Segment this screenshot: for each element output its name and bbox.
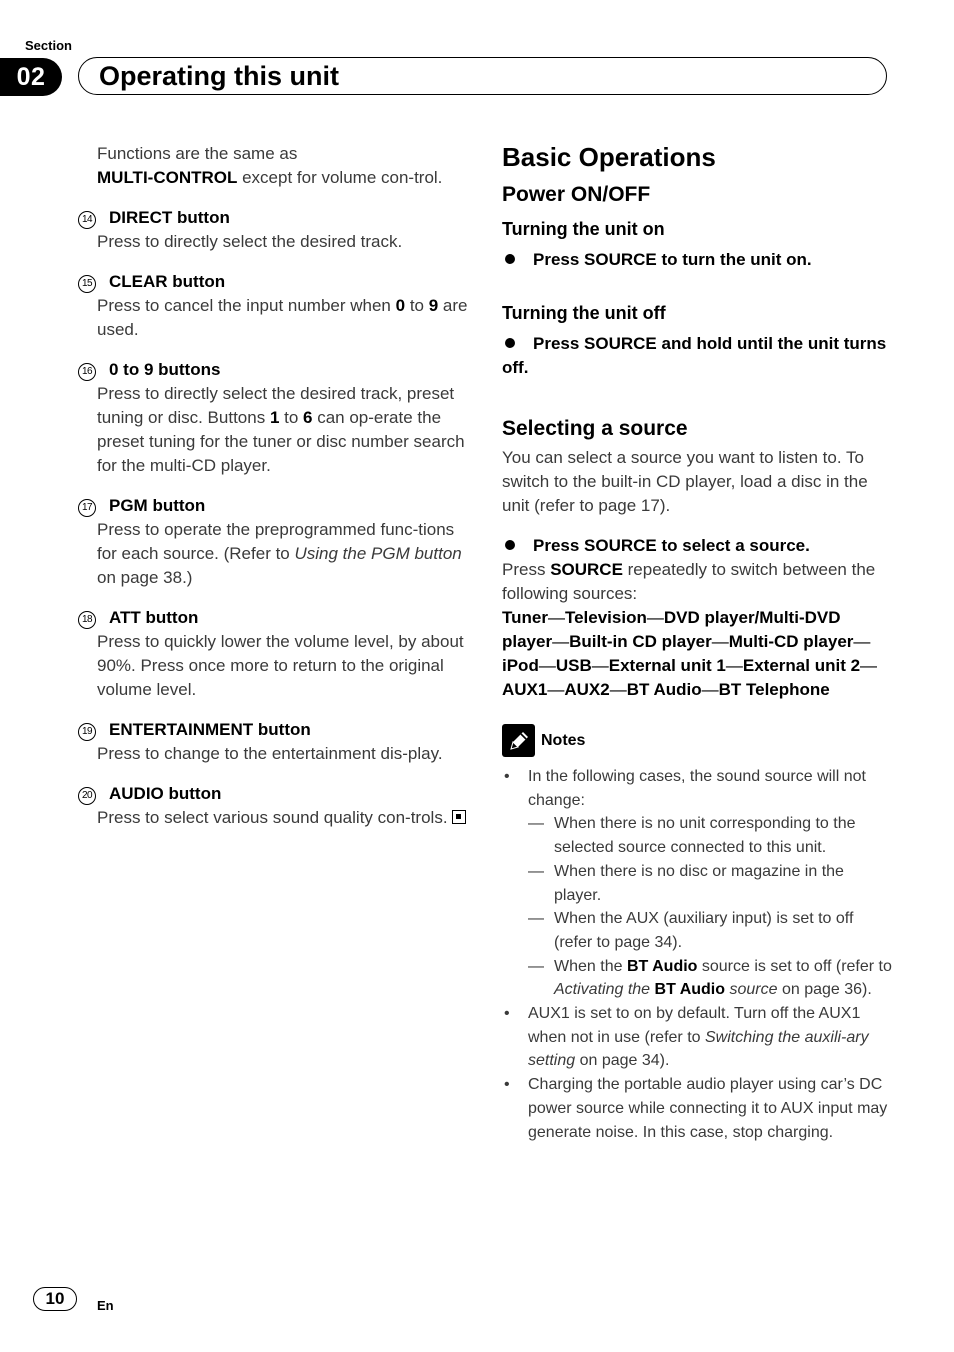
cross-reference-link[interactable]: Using the PGM button — [294, 544, 462, 563]
bullet-dot-icon — [505, 338, 515, 348]
intro-text-2: except for volume con-trol. — [237, 168, 443, 187]
notes-label: Notes — [541, 731, 586, 749]
desc-text: Press to directly select the desired track, preset tuning or disc. Buttons — [97, 384, 455, 427]
desc-text: Press to operate the preprogrammed func-tions for each source. (Refer to — [97, 520, 455, 563]
source-name: Tuner — [502, 608, 548, 627]
turning-off-heading: Turning the unit off — [502, 303, 666, 323]
item-desc — [97, 806, 468, 830]
item-desc — [97, 518, 468, 590]
bullet-dot-icon — [505, 540, 515, 550]
bold-text: BT Audio — [654, 981, 726, 999]
dash: — — [528, 957, 544, 975]
sub-item — [528, 860, 892, 907]
power-heading: Power ON/OFF — [502, 183, 651, 206]
step-text: Press SOURCE to select a source. — [533, 536, 810, 555]
notes-header — [502, 724, 892, 757]
selecting-source-heading: Selecting a source — [502, 417, 688, 440]
cross-reference-link[interactable]: Activating the — [554, 981, 651, 999]
number-circle-icon: 15 — [78, 275, 96, 293]
basic-operations-heading: Basic Operations — [502, 142, 716, 172]
source-name: USB — [555, 656, 592, 675]
source-separator: — — [646, 608, 664, 627]
source-name: External unit 1 — [608, 656, 726, 675]
selecting-source-intro: You can select a source you want to listen to. To switch to the built-in CD player, load a disc in the unit (refer to page 17). — [502, 448, 868, 515]
item-title: ENTERTAINMENT button — [109, 720, 311, 739]
sub-item — [528, 907, 892, 954]
note-text — [528, 1002, 892, 1073]
power-off-step — [502, 332, 892, 380]
desc-text: can op-erate the preset tuning for the tuner or disc number search for the multi-CD player. — [97, 408, 465, 475]
source-separator: — — [591, 656, 609, 675]
note-item — [502, 1073, 892, 1144]
source-separator: — — [538, 656, 556, 675]
intro-bold: MULTI-CONTROL — [97, 168, 238, 187]
item-entertainment-button — [78, 718, 468, 766]
dash: — — [528, 815, 544, 833]
item-desc: Press to quickly lower the volume level, by about 90%. Press once more to return to the original volume level. — [97, 632, 464, 699]
item-desc: Press to directly select the desired track. — [97, 232, 403, 251]
note-item — [502, 765, 892, 1002]
sub-item — [528, 812, 892, 859]
item-clear-button — [78, 270, 468, 342]
desc-text: Press to cancel the input number when — [97, 296, 396, 315]
right-column — [502, 140, 892, 1144]
item-att-button — [78, 606, 468, 702]
notes-list — [502, 765, 892, 1144]
sub-text — [554, 955, 892, 1002]
power-on-step — [502, 248, 892, 272]
language-label: En — [97, 1298, 114, 1313]
intro-text-1: Functions are the same as — [97, 144, 298, 163]
source-separator: — — [609, 680, 627, 699]
select-source-desc — [502, 558, 892, 606]
dash: — — [528, 862, 544, 880]
source-separator: — — [701, 680, 719, 699]
desc-text: to — [279, 408, 304, 427]
section-number-badge: 02 — [0, 58, 62, 96]
desc-bold: SOURCE — [550, 560, 623, 579]
source-separator: — — [552, 632, 570, 651]
source-separator: — — [711, 632, 729, 651]
source-name: Built-in CD player — [569, 632, 712, 651]
item-title: DIRECT button — [109, 208, 230, 227]
note-item — [502, 1002, 892, 1073]
dash: — — [528, 910, 544, 928]
note-text: Charging the portable audio player using car’s DC power source while connecting it to AUX input may generate noise. In this case, stop charging. — [528, 1076, 888, 1141]
source-list — [502, 606, 892, 702]
number-circle-icon: 19 — [78, 723, 96, 741]
item-desc: Press to change to the entertainment dis-play. — [97, 744, 443, 763]
text: on page 36). — [777, 981, 872, 999]
source-separator: — — [725, 656, 743, 675]
desc-bold: 9 — [428, 296, 439, 315]
select-source-step — [502, 534, 892, 558]
item-direct-button — [78, 206, 468, 254]
sub-item — [528, 955, 892, 1002]
section-label: Section — [25, 38, 72, 53]
cross-reference-link[interactable]: Switching the auxili-ary setting — [528, 1028, 869, 1070]
source-separator: — — [853, 632, 871, 651]
turning-on-heading: Turning the unit on — [502, 219, 665, 239]
source-separator: — — [860, 656, 878, 675]
source-name: iPod — [502, 656, 539, 675]
page-title-box — [78, 57, 887, 95]
desc-text: are used. — [97, 296, 468, 339]
bullet: • — [504, 1005, 510, 1023]
desc-text: Press — [502, 560, 551, 579]
item-title: 0 to 9 buttons — [109, 360, 221, 379]
item-title: CLEAR button — [109, 272, 226, 291]
source-name: AUX1 — [502, 680, 548, 699]
number-circle-icon: 20 — [78, 787, 96, 805]
source-name: BT Telephone — [718, 680, 830, 699]
text: When the — [554, 957, 627, 975]
item-title: AUDIO button — [109, 784, 222, 803]
item-0-to-9-buttons — [78, 358, 468, 478]
bullet: • — [504, 1076, 510, 1094]
pencil-icon — [502, 724, 535, 757]
sub-text: When there is no disc or magazine in the player. — [554, 862, 844, 904]
text: AUX1 is set to on by default. Turn off the AUX1 when not in use (refer to — [528, 1005, 861, 1046]
number-circle-icon: 17 — [78, 499, 96, 517]
source-name: BT Audio — [626, 680, 702, 699]
item-title: PGM button — [109, 496, 206, 515]
cross-reference-link[interactable]: source — [729, 981, 778, 999]
sub-text: When the AUX (auxiliary input) is set to off (refer to page 34). — [554, 910, 854, 951]
number-circle-icon: 18 — [78, 611, 96, 629]
step-text: Press SOURCE to turn the unit on. — [533, 250, 812, 269]
text: on page 34). — [575, 1052, 670, 1070]
item-desc — [97, 294, 468, 342]
source-name: External unit 2 — [742, 656, 861, 675]
desc-text: to — [405, 296, 429, 315]
bullet-dot-icon — [505, 254, 515, 264]
intro-text — [97, 142, 468, 190]
page-number: 10 — [33, 1287, 77, 1311]
sub-text: When there is no unit corresponding to the selected source connected to this unit. — [554, 815, 856, 857]
source-name: AUX2 — [564, 680, 610, 699]
item-desc — [97, 382, 468, 478]
item-audio-button — [78, 782, 468, 830]
step-text: Press SOURCE and hold until the unit turns off. — [502, 334, 887, 377]
text: source is set to off (refer to — [697, 957, 892, 975]
source-separator: — — [547, 608, 565, 627]
number-circle-icon: 14 — [78, 211, 96, 229]
source-name: Television — [564, 608, 647, 627]
desc-bold: 0 — [395, 296, 406, 315]
note-text: In the following cases, the sound source will not change: — [528, 768, 866, 809]
bold-text: BT Audio — [626, 957, 698, 975]
desc-text: Press to select various sound quality con-trols. — [97, 808, 448, 827]
desc-bold: 1 — [269, 408, 280, 427]
desc-bold: 6 — [303, 408, 313, 427]
end-of-section-icon — [452, 810, 466, 824]
source-separator: — — [547, 680, 565, 699]
item-pgm-button — [78, 494, 468, 590]
source-name: DVD player/Multi-DVD player — [502, 608, 841, 651]
bullet: • — [504, 768, 510, 785]
item-title: ATT button — [109, 608, 199, 627]
desc-text: on page 38.) — [97, 568, 193, 587]
page-title: Operating this unit — [99, 61, 339, 91]
source-name: Multi-CD player — [728, 632, 854, 651]
left-column — [78, 142, 468, 846]
number-circle-icon: 16 — [78, 363, 96, 381]
desc-text: repeatedly to switch between the following sources: — [502, 560, 876, 603]
